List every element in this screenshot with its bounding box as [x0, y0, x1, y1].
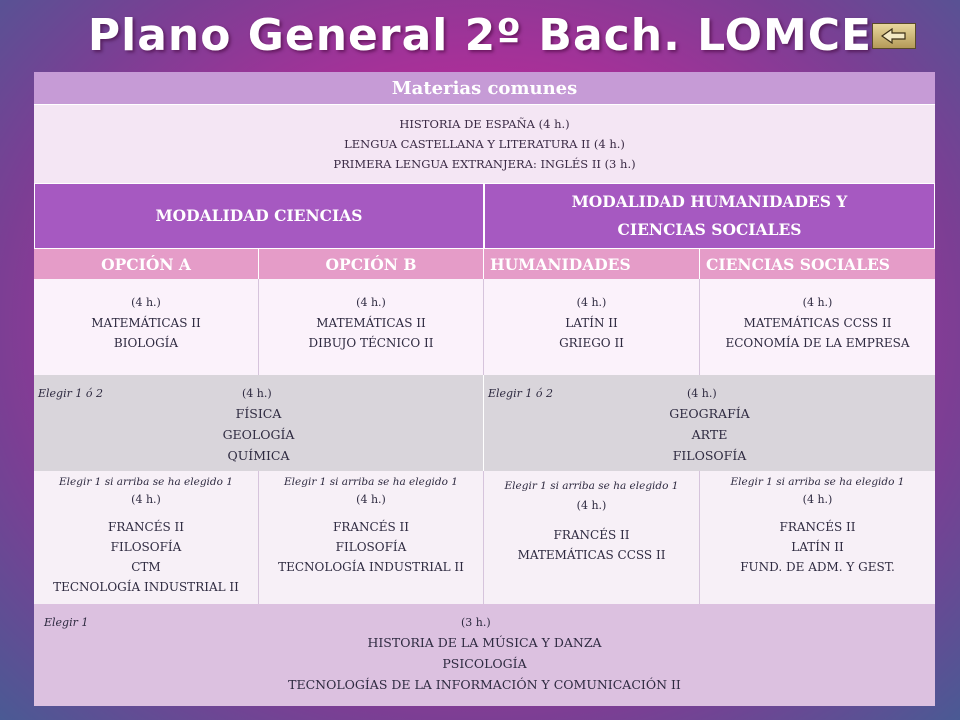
core-subjects-humanities [484, 279, 700, 375]
subject: TECNOLOGÍAS DE LA INFORMACIÓN Y COMUNICACIÓN II [288, 677, 681, 692]
common-subject: LENGUA CASTELLANA Y LITERATURA II (4 h.) [344, 137, 625, 151]
back-button[interactable] [872, 23, 916, 49]
hours-label: (4 h.) [356, 493, 386, 506]
subject: FRANCÉS II [779, 520, 856, 534]
subject: FILOSOFÍA [335, 540, 407, 554]
choose-note: Elegir 1 ó 2 [38, 387, 103, 400]
hours-label: (4 h.) [356, 296, 386, 309]
common-subject: PRIMERA LENGUA EXTRANJERA: INGLÉS II (3 h.) [333, 157, 636, 171]
subject: FILOSOFÍA [110, 540, 182, 554]
choose-note: Elegir 1 ó 2 [488, 387, 553, 400]
hours-label: (4 h.) [802, 296, 833, 309]
subject: GEOLOGÍA [222, 427, 295, 442]
option-social-sciences-header: CIENCIAS SOCIALES [700, 249, 935, 279]
common-subjects-header: Materias comunes [34, 72, 935, 105]
free-elective-subjects [34, 604, 935, 706]
choose-note: Elegir 1 si arriba se ha elegido 1 [284, 476, 458, 488]
modality-sciences [34, 183, 484, 249]
subject: CTM [131, 560, 161, 574]
specific-subjects-option-b [259, 471, 484, 604]
core-subjects-option-a [34, 279, 259, 375]
option-humanities-header: HUMANIDADES [484, 249, 700, 279]
subject: MATEMÁTICAS CCSS II [517, 548, 666, 562]
subject: MATEMÁTICAS II [91, 316, 201, 330]
common-subject: HISTORIA DE ESPAÑA (4 h.) [399, 117, 570, 131]
modality-humanities-line2: CIENCIAS SOCIALES [617, 220, 802, 239]
page-title: Plano General 2º Bach. LOMCE [87, 10, 873, 61]
subject: ARTE [691, 427, 728, 442]
elective-humanities [484, 375, 935, 471]
subject: FRANCÉS II [108, 520, 184, 534]
modality-sciences-label: MODALIDAD CIENCIAS [155, 206, 363, 225]
subject: ECONOMÍA DE LA EMPRESA [725, 336, 910, 350]
hours-label: (4 h.) [242, 387, 272, 400]
subject: FUND. DE ADM. Y GEST. [740, 560, 895, 574]
arrow-left-icon [881, 28, 907, 44]
choose-note: Elegir 1 [44, 616, 89, 629]
subject: BIOLOGÍA [113, 336, 179, 350]
option-a-header: OPCIÓN A [34, 249, 259, 279]
subject: LATÍN II [565, 316, 618, 330]
subject: TECNOLOGÍA INDUSTRIAL II [53, 580, 239, 594]
choose-note: Elegir 1 si arriba se ha elegido 1 [504, 480, 679, 492]
core-subjects-option-b [259, 279, 484, 375]
hours-label: (4 h.) [687, 387, 717, 400]
common-subjects-list [34, 105, 935, 183]
subject: FRANCÉS II [333, 520, 409, 534]
hours-label: (4 h.) [802, 493, 833, 506]
modality-humanities [484, 183, 935, 249]
study-plan-table [34, 72, 935, 706]
hours-label: (3 h.) [461, 616, 491, 629]
subject: TECNOLOGÍA INDUSTRIAL II [278, 560, 464, 574]
subject: GRIEGO II [559, 336, 624, 350]
choose-note: Elegir 1 si arriba se ha elegido 1 [59, 476, 233, 488]
hours-label: (4 h.) [131, 493, 161, 506]
subject: MATEMÁTICAS II [316, 316, 426, 330]
core-subjects-social-sciences [700, 279, 935, 375]
subject: MATEMÁTICAS CCSS II [743, 316, 892, 330]
subject: PSICOLOGÍA [442, 656, 527, 671]
subject: GEOGRAFÍA [669, 406, 750, 421]
hours-label: (4 h.) [131, 296, 161, 309]
choose-note: Elegir 1 si arriba se ha elegido 1 [730, 476, 905, 488]
subject: FILOSOFÍA [672, 448, 747, 463]
specific-subjects-option-a [34, 471, 259, 604]
modality-humanities-line1: MODALIDAD HUMANIDADES Y [571, 192, 848, 211]
specific-subjects-social-sciences [700, 471, 935, 604]
subject: DIBUJO TÉCNICO II [308, 336, 434, 350]
subject: FÍSICA [235, 406, 282, 421]
subject: LATÍN II [791, 540, 844, 554]
elective-sciences [34, 375, 484, 471]
subject: HISTORIA DE LA MÚSICA Y DANZA [367, 635, 602, 650]
subject: QUÍMICA [227, 448, 290, 463]
option-b-header: OPCIÓN B [259, 249, 484, 279]
hours-label: (4 h.) [576, 499, 607, 512]
subject: FRANCÉS II [553, 528, 630, 542]
hours-label: (4 h.) [576, 296, 607, 309]
specific-subjects-humanities [484, 471, 700, 604]
